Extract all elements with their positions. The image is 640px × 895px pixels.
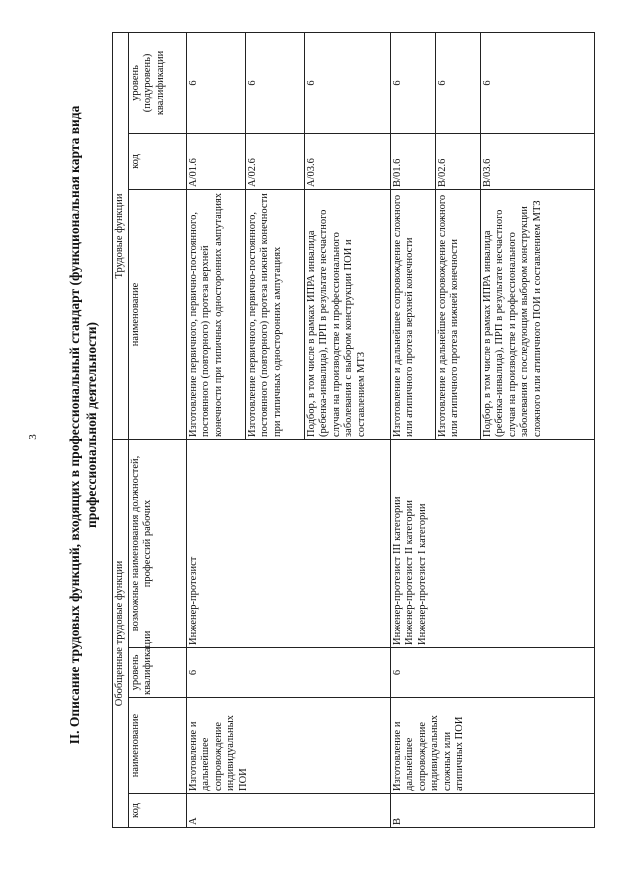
header-positions: возможные наименования должностей, профессий рабочих: [129, 439, 187, 647]
function-level: 6: [481, 32, 595, 133]
group-name: Изготовление и дальнейшее сопровождение индивидуальных ПОИ: [187, 698, 391, 794]
section-title: II. Описание трудовых функций, входящих в профессиональный стандарт (функциональная карта вида: [67, 105, 82, 745]
function-name: Подбор, в том числе в рамках ИПРА инвалида (ребенка-инвалида), ПРП в результате несчастного случая на производстве и профессионального заболевания с последующим выбором конструкции сложного или атипичного ПОИ и составлением МТЗ: [481, 189, 595, 439]
table-row: [187, 32, 246, 827]
position-item: Инженер-протезист I категории: [416, 503, 428, 645]
function-level: 6: [187, 32, 246, 133]
page-number: 3: [26, 434, 39, 440]
function-name: Изготовление первичного, первично-постоянного, постоянного (повторного) протеза верхней конечности при типичных односторонних ампутациях: [187, 189, 246, 439]
group-code: A: [187, 794, 391, 828]
header-tf-level: уровень (подуровень) квалификации: [129, 32, 187, 133]
group-name: Изготовление и дальнейшее сопровождение индивидуальных сложных или атипичных ПОИ: [391, 698, 595, 794]
function-level: 6: [391, 32, 436, 133]
function-name: Изготовление первичного, первично-постоянного, постоянного (повторного) протеза нижней конечности при типичных односторонних ампутациях: [246, 189, 305, 439]
group-positions: [391, 439, 595, 647]
position-item: Инженер-протезист III категории: [392, 496, 403, 645]
function-code: B/02.6: [436, 133, 481, 189]
function-level: 6: [436, 32, 481, 133]
function-code: A/01.6: [187, 133, 246, 189]
function-code: A/02.6: [246, 133, 305, 189]
function-name: Изготовление и дальнейшее сопровождение сложного или атипичного протеза верхней конечности: [391, 189, 436, 439]
header-code: код: [129, 794, 187, 828]
header-level: уровень квалификации: [129, 648, 187, 698]
table-row: [391, 32, 436, 827]
header-tf-name: наименование: [129, 189, 187, 439]
group-code: B: [391, 794, 595, 828]
group-positions: Инженер-протезист: [187, 439, 391, 647]
function-name: Подбор, в том числе в рамках ИПРА инвалида (ребенка-инвалида), ПРП в результате несчастного случая на производстве и профессионального заболевания с выбором конструкции ПОИ и составлением МТЗ: [305, 189, 391, 439]
position-item: Инженер-протезист II категории: [404, 500, 416, 645]
header-name: наименование: [129, 698, 187, 794]
function-code: B/03.6: [481, 133, 595, 189]
section-title-cont: профессиональной деятельности): [84, 322, 99, 528]
group-level: 6: [391, 648, 595, 698]
header-labor: Трудовые функции: [113, 32, 129, 439]
function-code: B/01.6: [391, 133, 436, 189]
header-tf-code: код: [129, 133, 187, 189]
function-level: 6: [246, 32, 305, 133]
function-level: 6: [305, 32, 391, 133]
functional-map-table: [112, 32, 595, 828]
group-level: 6: [187, 648, 391, 698]
function-code: A/03.6: [305, 133, 391, 189]
function-name: Изготовление и дальнейшее сопровождение сложного или атипичного протеза нижней конечности: [436, 189, 481, 439]
header-generalized: Обобщенные трудовые функции: [113, 439, 129, 827]
